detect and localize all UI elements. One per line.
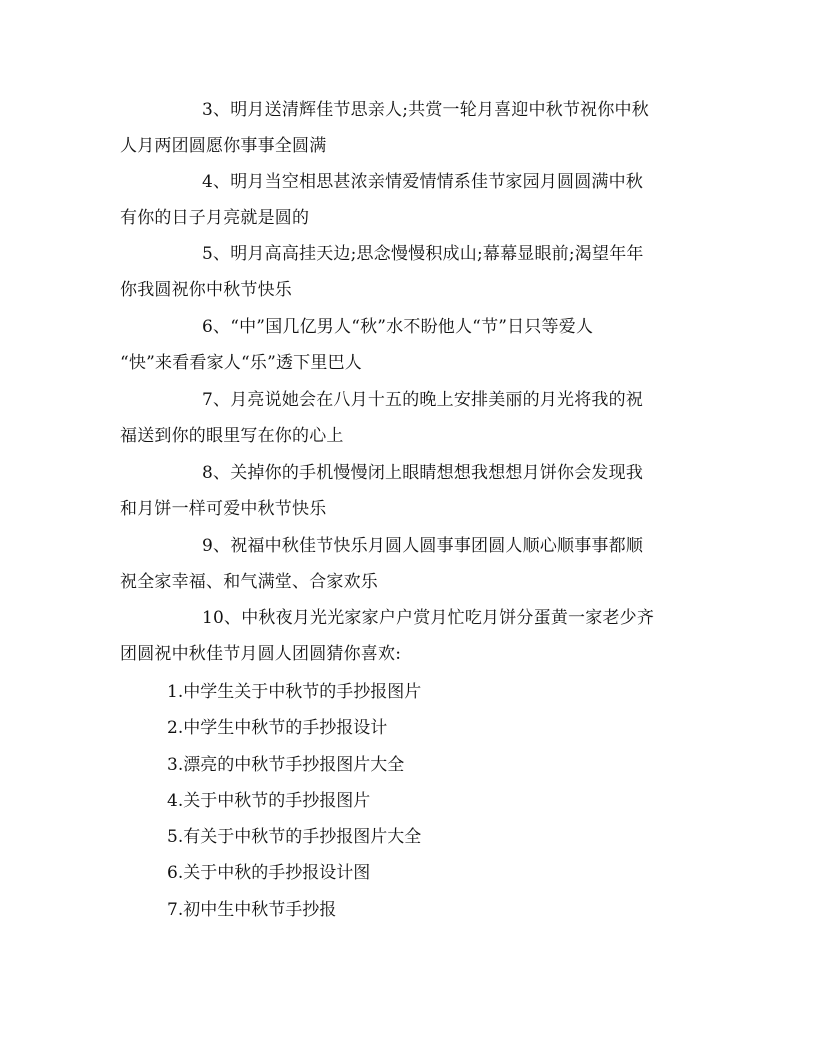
paragraph-10 xyxy=(120,600,700,672)
list-item[interactable]: 6.关于中秋的手抄报设计图 xyxy=(167,863,371,884)
paragraph-3 xyxy=(120,92,700,164)
list-item[interactable]: 3.漂亮的中秋节手抄报图片大全 xyxy=(167,754,405,775)
paragraph-line: 有你的日子月亮就是圆的 xyxy=(120,208,310,228)
paragraph-line: “快”来看看家人“乐”透下里巴人 xyxy=(120,353,362,373)
paragraph-6 xyxy=(120,309,700,381)
paragraph-line: 福送到你的眼里写在你的心上 xyxy=(120,426,344,446)
list-item[interactable]: 7.初中生中秋节手抄报 xyxy=(167,899,337,920)
paragraph-7 xyxy=(120,382,700,454)
paragraph-line: 你我圆祝你中秋节快乐 xyxy=(120,280,292,300)
list-item[interactable]: 4.关于中秋节的手抄报图片 xyxy=(167,790,371,811)
paragraph-9 xyxy=(120,528,700,600)
paragraph-line: 人月两团圆愿你事事全圆满 xyxy=(120,136,327,156)
paragraph-8 xyxy=(120,455,700,527)
paragraph-line: 团圆祝中秋佳节月圆人团圆猜你喜欢: xyxy=(120,644,402,664)
related-list xyxy=(167,674,421,928)
list-item[interactable]: 5.有关于中秋节的手抄报图片大全 xyxy=(167,827,422,848)
paragraph-line: 祝全家幸福、和气满堂、合家欢乐 xyxy=(120,572,378,592)
paragraph-5 xyxy=(120,236,700,308)
paragraph-line: 和月饼一样可爱中秋节快乐 xyxy=(120,499,327,519)
paragraph-line: 3、明月送清辉佳节思亲人;共赏一轮月喜迎中秋节祝你中秋 xyxy=(202,100,649,120)
paragraph-4 xyxy=(120,164,700,236)
paragraph-line: 9、祝福中秋佳节快乐月圆人圆事事团圆人顺心顺事事都顺 xyxy=(202,536,644,556)
list-item[interactable]: 2.中学生中秋节的手抄报设计 xyxy=(167,718,388,739)
list-item[interactable]: 1.中学生关于中秋节的手抄报图片 xyxy=(167,682,422,702)
paragraph-line: 6、“中”国几亿男人“秋”水不盼他人“节”日只等爱人 xyxy=(202,317,594,337)
paragraph-line: 5、明月高高挂天边;思念慢慢积成山;幕幕显眼前;渴望年年 xyxy=(202,244,644,264)
paragraph-line: 10、中秋夜月光光家家户户赏月忙吃月饼分蛋黄一家老少齐 xyxy=(202,608,655,628)
paragraph-line: 7、月亮说她会在八月十五的晚上安排美丽的月光将我的祝 xyxy=(202,390,644,410)
paragraph-line: 8、关掉你的手机慢慢闭上眼睛想想我想想月饼你会发现我 xyxy=(202,463,644,483)
paragraph-line: 4、明月当空相思甚浓亲情爱情情系佳节家园月圆圆满中秋 xyxy=(202,172,644,192)
